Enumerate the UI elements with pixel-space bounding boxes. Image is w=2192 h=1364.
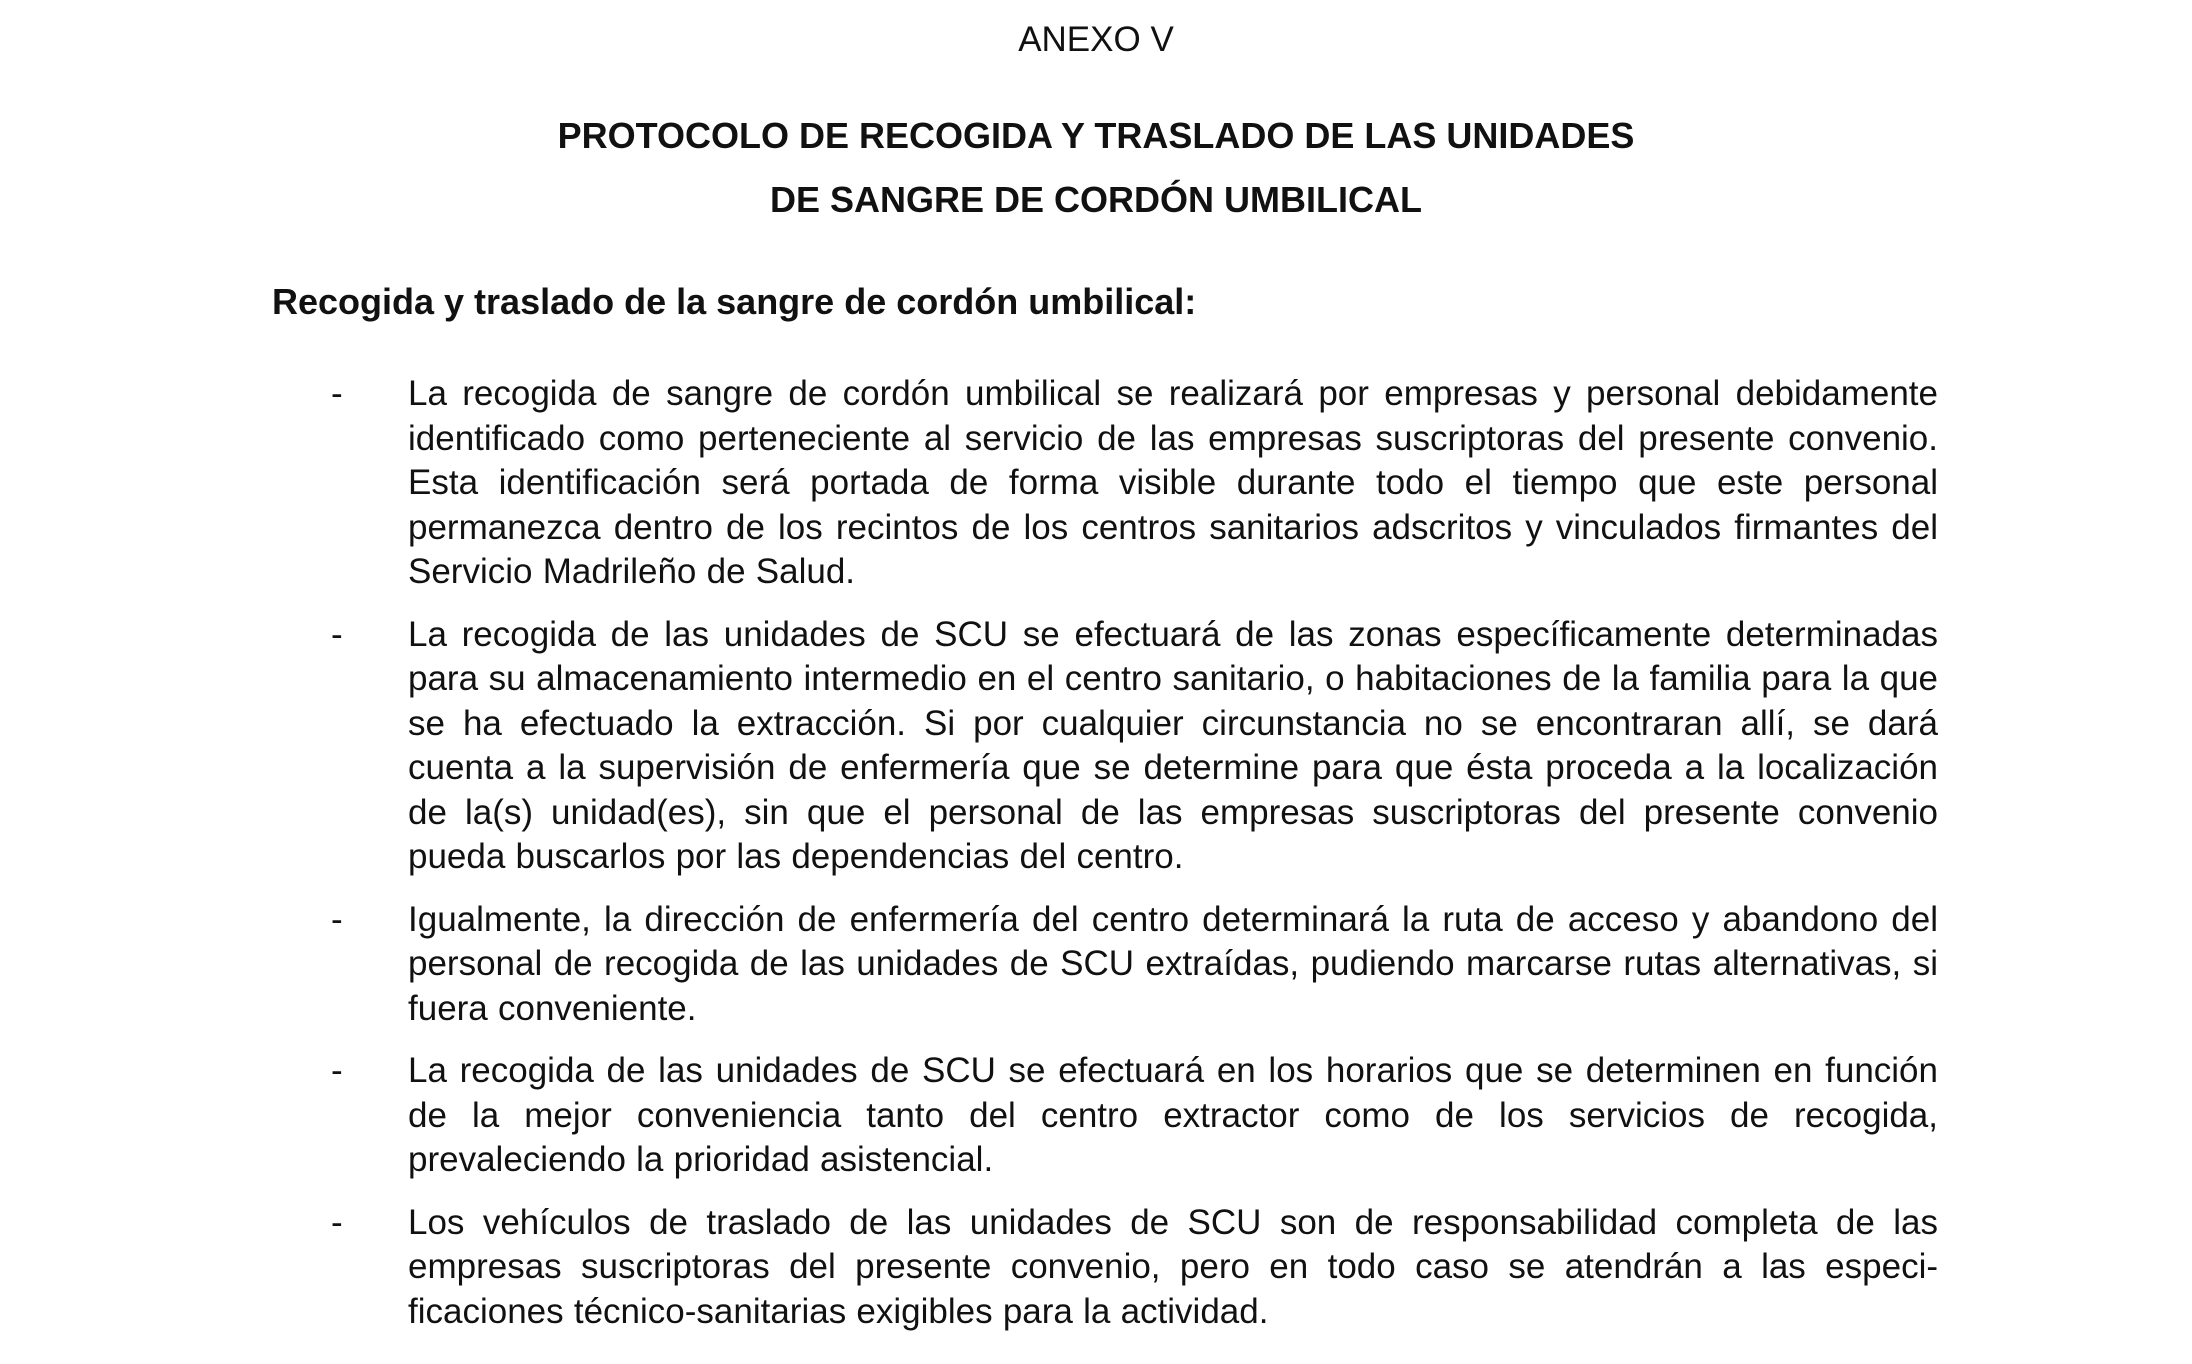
list-item — [0, 1049, 2192, 1183]
list-item-text: La recogida de las unidades de SCU se efectuará de las zonas específicamente determinadas para su almacenamiento intermedio en el centro sanitario, o habitaciones de la familia para la que se ha efectuado la extracción. Si por cualquier circunstancia no se encontraran allí, se dará cuenta a la supervisión de enfermería que se determine para que ésta proceda a la localización de la(s) unidad(es), sin que el personal de las empresas suscriptoras del presente convenio pueda buscarlos por las dependencias del centro. — [408, 614, 1938, 876]
document-title — [0, 104, 2192, 232]
annex-label: ANEXO V — [1018, 20, 1174, 59]
list-item-text: Los vehículos de traslado de las unidades de SCU son de responsabilidad completa de las empresas suscriptoras del presente convenio, pero en todo caso se atendrán a las especificaciones técnico-sanitarias exigibles para la actividad. — [408, 1202, 1938, 1331]
list-item-text: La recogida de las unidades de SCU se efectuará en los horarios que se determinen en función de la mejor conveniencia tanto del centro extractor como de los servicios de recogida, prevaleciendo la prioridad asistencial. — [408, 1051, 1938, 1179]
bullet-dash: - — [331, 1051, 343, 1090]
list-item-text: Igualmente, la dirección de enfermería del centro determinará la ruta de acceso y abandono del personal de recogida de las unidades de SCU extraídas, pudiendo marcarse rutas alternativas, si fuera conveniente. — [408, 899, 1938, 1028]
document-title-line-1: PROTOCOLO DE RECOGIDA Y TRASLADO DE LAS UNIDADES — [557, 115, 1635, 156]
section-heading: Recogida y traslado de la sangre de cordón umbilical: — [272, 281, 1197, 322]
list-item-text: La recogida de sangre de cordón umbilical se realizará por empresas y personal debidamente identificado como perteneciente al servicio de las empresas suscriptoras del presente convenio. Esta identificación será portada de forma visible durante todo el tiempo que este personal permanezca dentro de los recintos de los centros sanitarios adscritos y vinculados firmantes del Servicio Madrileño de Salud. — [408, 374, 1938, 591]
list-item — [0, 372, 2192, 595]
document-title-line-2: DE SANGRE DE CORDÓN UMBILICAL — [769, 179, 1422, 220]
bullet-dash: - — [331, 374, 343, 413]
bullet-dash: - — [331, 1202, 343, 1242]
bullet-dash: - — [331, 614, 343, 654]
list-item — [0, 1201, 2192, 1335]
bullet-dash: - — [331, 899, 343, 939]
list-item — [0, 898, 2192, 1032]
protocol-list — [0, 372, 2192, 1352]
list-item — [0, 613, 2192, 880]
